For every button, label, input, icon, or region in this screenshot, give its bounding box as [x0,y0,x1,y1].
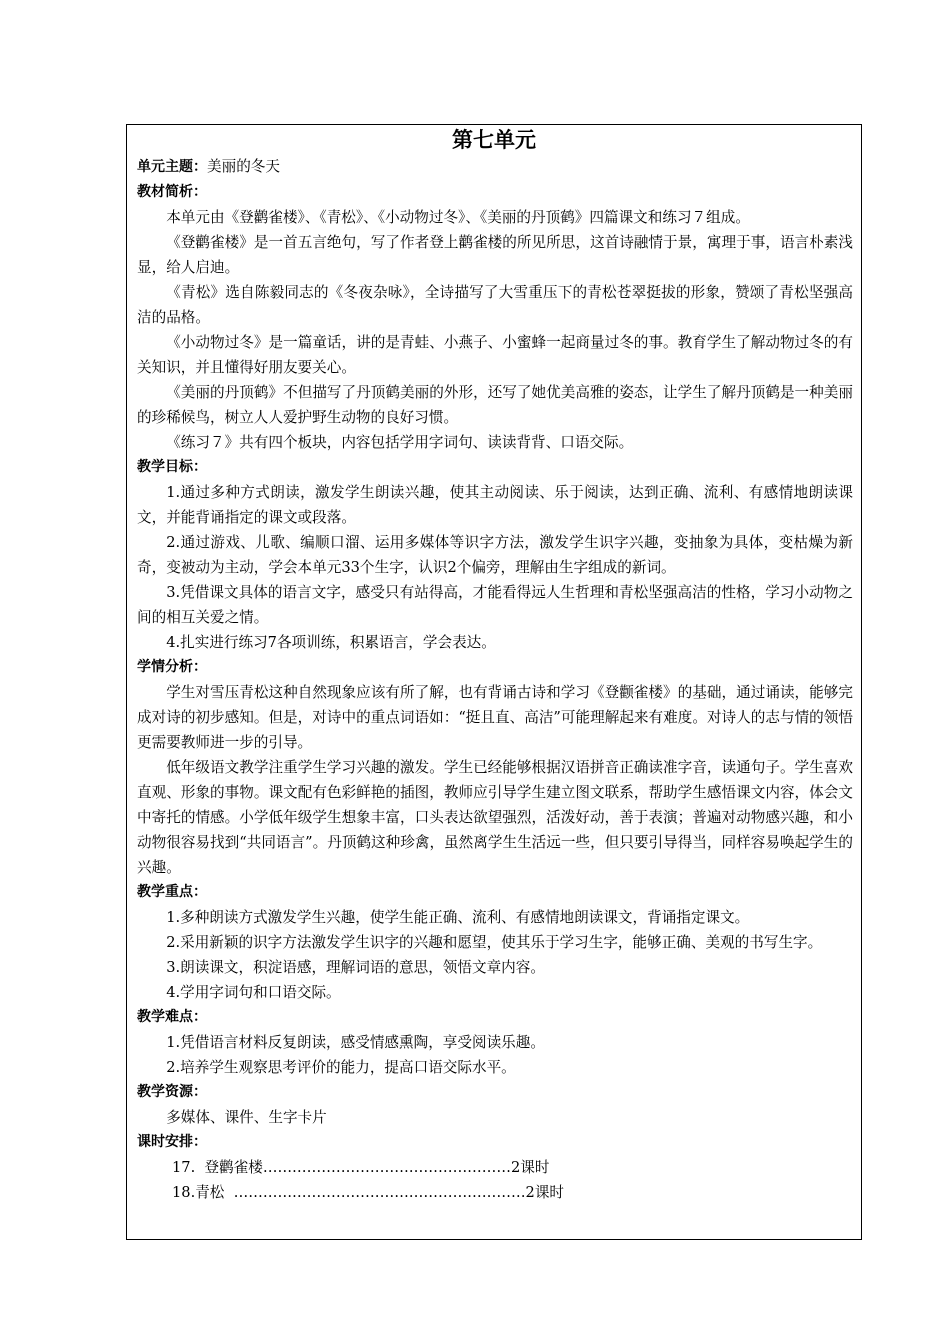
analysis-heading: 教材简析： [137,184,207,200]
schedule-item: 17. 登鹳雀楼……………………………………………2课时 [172,1159,550,1176]
analysis-paragraph: 本单元由《登鹳雀楼》、《青松》、《小动物过冬》、《美丽的丹顶鹤》四篇课文和练习７组成。 [166,209,750,226]
goal-item: 2.通过游戏、儿歌、编顺口溜、运用多媒体等识字方法，激发学生识字兴趣，变抽象为具体，变枯燥为新奇，变被动为主动，学会本单元33个生字，认识2个偏旁，理解由生字组成的新词。 [137,534,853,576]
analysis-paragraph: 《美丽的丹顶鹤》不但描写了丹顶鹤美丽的外形，还写了她优美高雅的姿态，让学生了解丹顶鹤是一种美丽的珍稀候鸟，树立人人爱护野生动物的良好习惯。 [137,384,853,426]
document-content [137,154,853,1205]
difficulty-heading: 教学难点： [137,1009,207,1025]
students-heading: 学情分析： [137,659,207,675]
difficulty-item: 1.凭借语言材料反复朗读，感受情感熏陶，享受阅读乐趣。 [166,1034,545,1051]
unit-theme [137,154,853,180]
focus-item: 4.学用字词句和口语交际。 [166,984,341,1001]
analysis-paragraph: 《青松》选自陈毅同志的《冬夜杂咏》，全诗描写了大雪重压下的青松苍翠挺拔的形象，赞颂了青松坚强高洁的品格。 [137,284,853,326]
focus-item: 2.采用新颖的识字方法激发学生识字的兴趣和愿望，使其乐于学习生字，能够正确、美观的书写生字。 [166,934,823,951]
goal-item: 3.凭借课文具体的语言文字，感受只有站得高，才能看得远人生哲理和青松坚强高洁的性格，学习小动物之间的相互关爱之情。 [137,584,853,626]
schedule-heading: 课时安排： [137,1134,207,1150]
resources-text: 多媒体、课件、生字卡片 [166,1109,327,1126]
theme-label: 单元主题： [137,159,207,175]
goal-item: 4.扎实进行练习7各项训练，积累语言，学会表达。 [166,634,496,651]
focus-item: 3.朗读课文，积淀语感，理解词语的意思，领悟文章内容。 [166,959,545,976]
analysis-paragraph: 《练习７》共有四个板块，内容包括学用字词句、读读背背、口语交际。 [166,434,634,451]
page-title: 第七单元 [452,128,536,152]
schedule-item: 18.青松 ……………………………………………………2课时 [172,1184,565,1201]
analysis-paragraph: 《小动物过冬》是一篇童话，讲的是青蛙、小燕子、小蜜蜂一起商量过冬的事。教育学生了解动物过冬的有关知识，并且懂得好朋友要关心。 [137,334,853,376]
goals-heading: 教学目标： [137,459,207,475]
difficulty-item: 2.培养学生观察思考评价的能力，提高口语交际水平。 [166,1059,516,1076]
students-paragraph: 低年级语文教学注重学生学习兴趣的激发。学生已经能够根据汉语拼音正确读准字音，读通句子。学生喜欢直观、形象的事物。课文配有色彩鲜艳的插图，教师应引导学生建立图文联系，帮助学生感悟课文内容，体会文中寄托的情感。小学低年级学生想象丰富，口头表达欲望强烈，活泼好动，善于表演；普遍对动物感兴趣，和小动物很容易找到“共同语言”。丹顶鹤这种珍禽，虽然离学生生活远一些，但只要引导得当，同样容易唤起学生的兴趣。 [137,759,853,876]
focus-item: 1.多种朗读方式激发学生兴趣，使学生能正确、流利、有感情地朗读课文，背诵指定课文。 [166,909,750,926]
analysis-paragraph: 《登鹳雀楼》是一首五言绝句，写了作者登上鹳雀楼的所见所思，这首诗融情于景，寓理于事，语言朴素浅显，给人启迪。 [137,234,853,276]
students-paragraph: 学生对雪压青松这种自然现象应该有所了解，也有背诵古诗和学习《登颧雀楼》的基础，通过诵读，能够完成对诗的初步感知。但是，对诗中的重点词语如：“挺且直、高洁”可能理解起来有难度。对诗人的志与情的领悟更需要教师进一步的引导。 [137,684,853,751]
resources-heading: 教学资源： [137,1084,207,1100]
focus-heading: 教学重点： [137,884,207,900]
theme-value: 美丽的冬天 [207,158,280,175]
goal-item: 1.通过多种方式朗读，激发学生朗读兴趣，使其主动阅读、乐于阅读，达到正确、流利、有感情地朗读课文，并能背诵指定的课文或段落。 [137,484,853,526]
document-table-cell [126,124,862,1240]
